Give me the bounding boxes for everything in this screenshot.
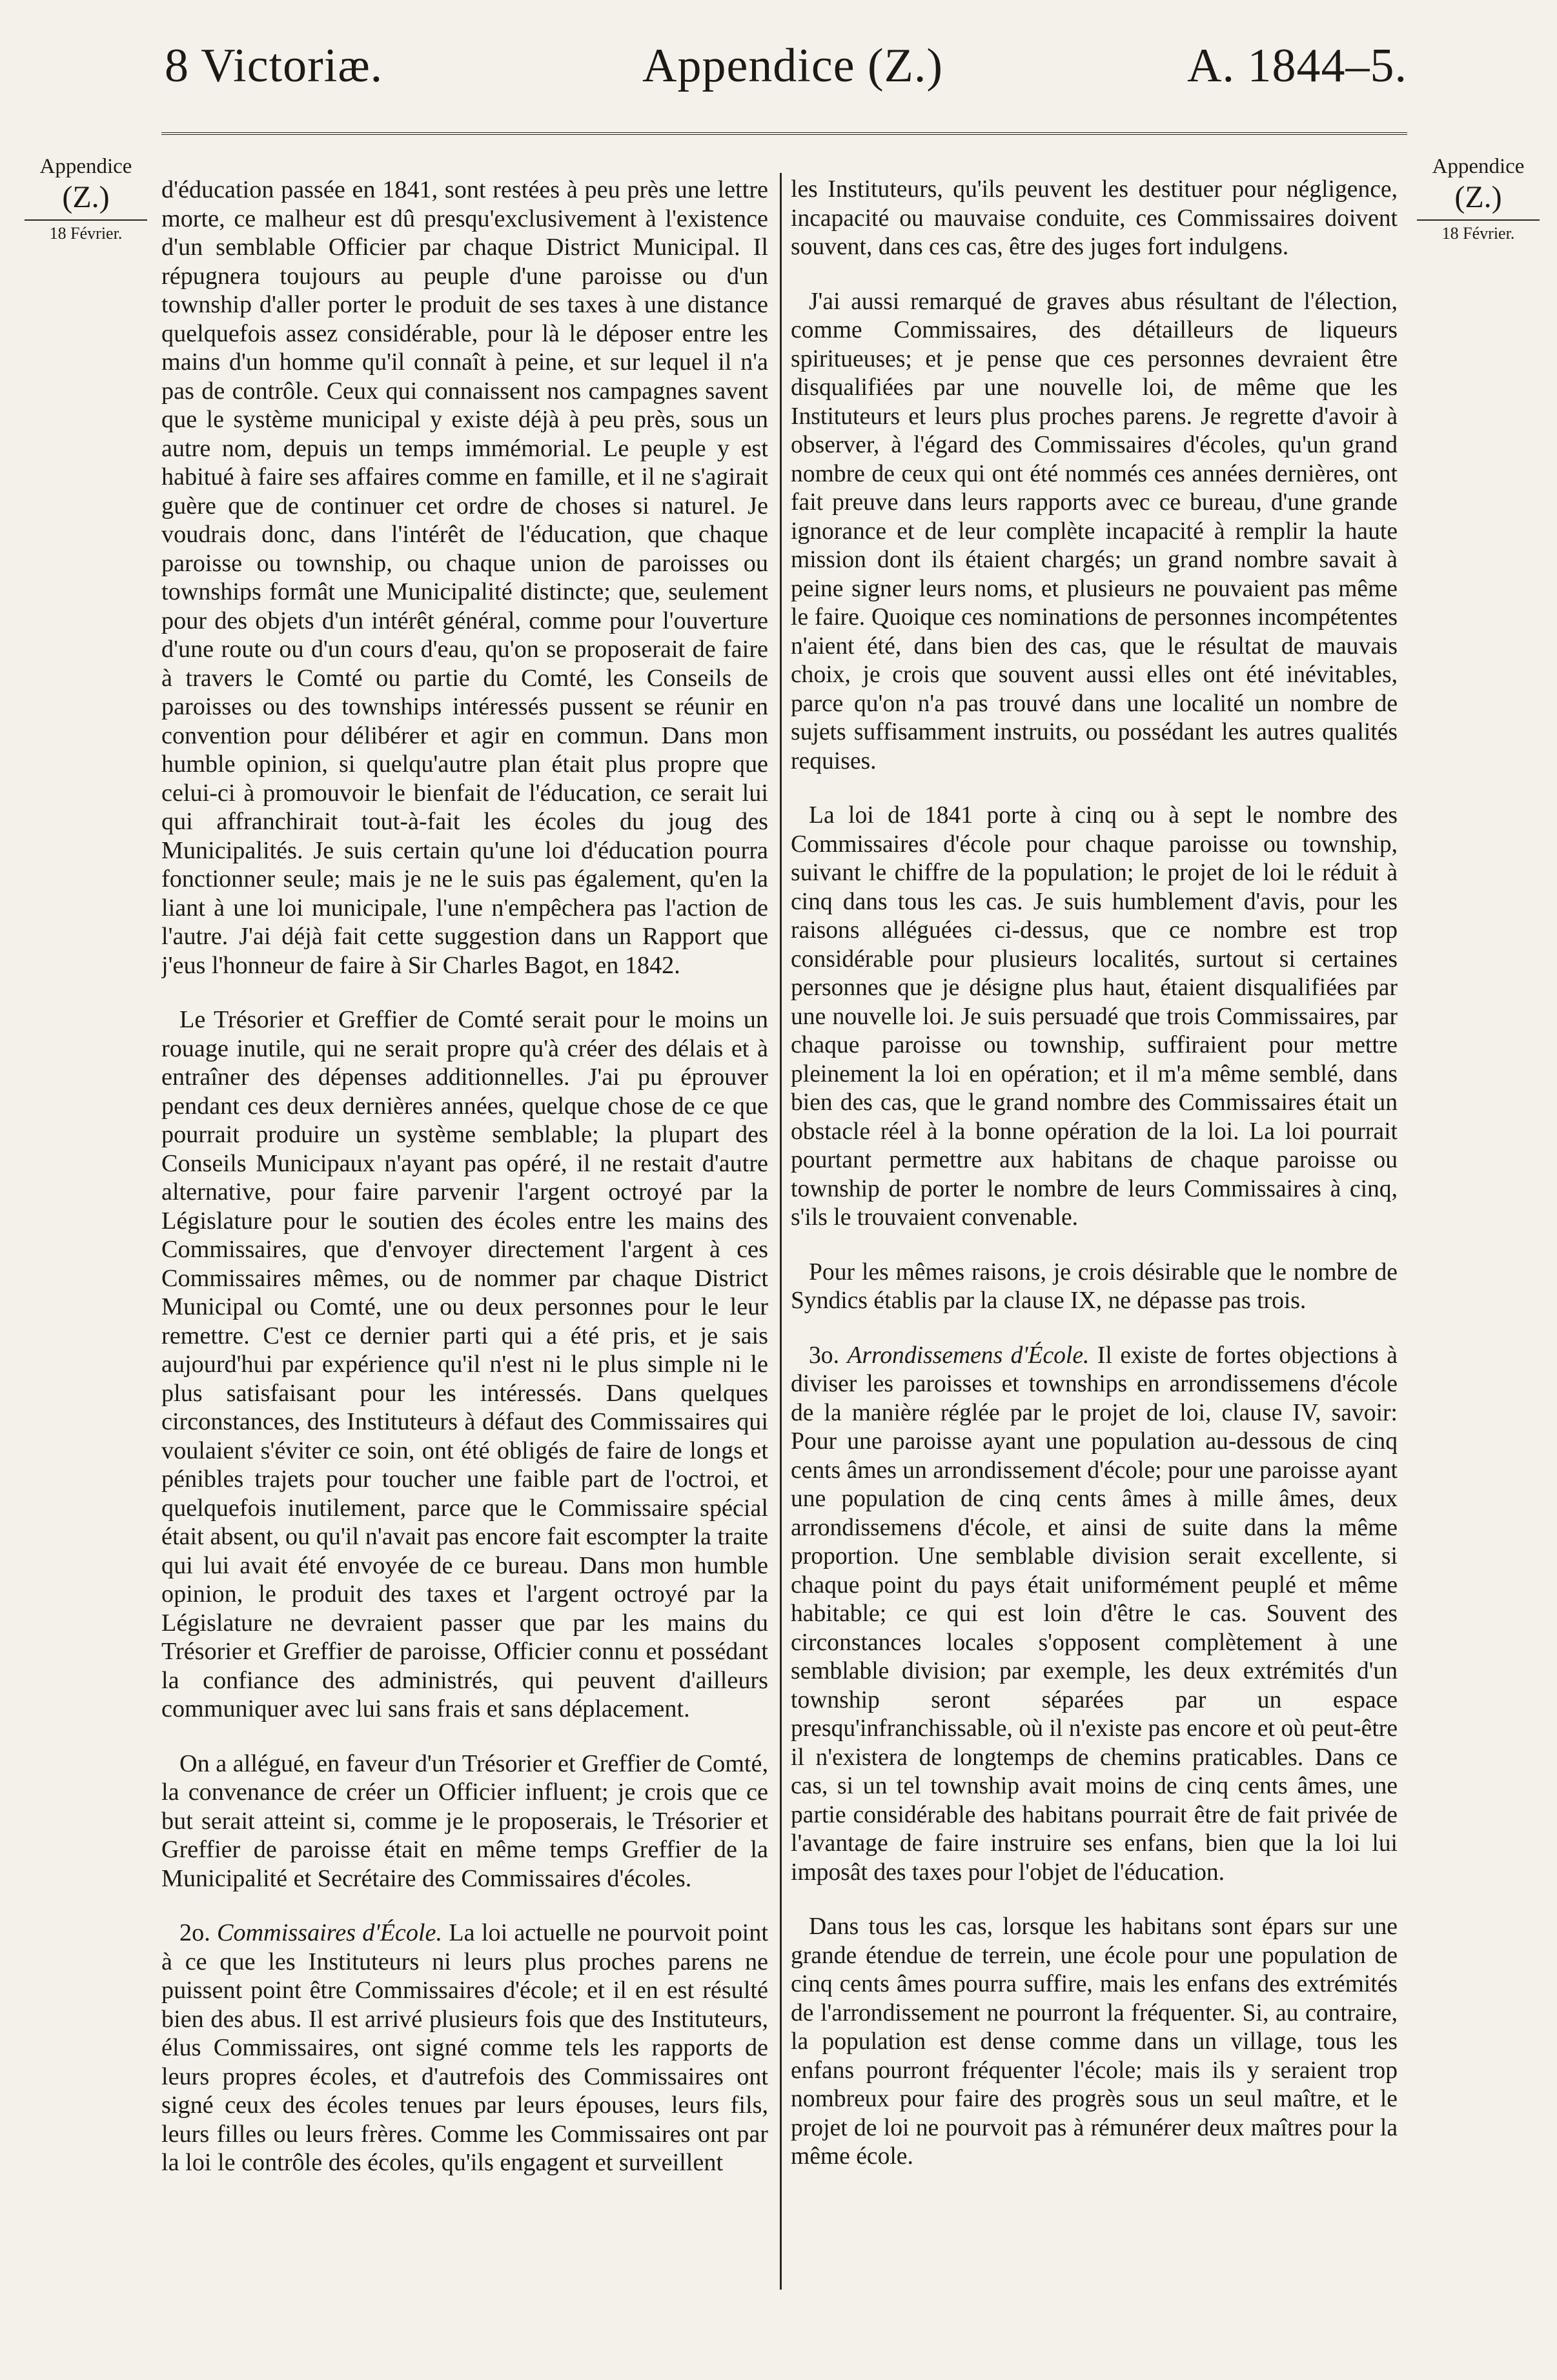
paragraph: d'éducation passée en 1841, sont restées à peu près une lettre morte, ce malheur est dû presqu'exclusivement à l'existence d'un semblable Officier par chaque District Municipal. Il répugnera toujours au peuple d'une paroisse ou d'un township d'aller porter le produit de ses taxes à une distance quelquefois assez considérable, pour là le déposer entre les mains d'un homme qu'il connaît à peine, et sur lequel il n'a pas de contrôle. Ceux qui connaissent nos campagnes savent que le système municipal y existe déjà à peu près, sous un autre nom, depuis un temps immémorial. Le peuple y est habitué à faire ses affaires comme en famille, et il ne s'agirait guère que de continuer cet ordre de choses si naturel. Je voudrais donc, dans l'intérêt de l'éducation, que chaque paroisse ou township, ou chaque union de paroisses ou townships formât une Municipalité distincte; que, seulement pour des objets d'un intérêt général, comme pour l'ouverture d'une route ou d'un cours d'eau, qu'on se proposerait de faire à travers le Comté ou partie du Comté, les Conseils de paroisses ou des townships intéressés pussent se réunir en convention pour délibérer et agir en commun. Dans mon humble opinion, si quelqu'autre plan était plus propre que celui-ci à promouvoir le bienfait de l'éducation, ce serait lui qui affranchirait tout-à-fait les écoles du joug des Municipalités. Je suis certain qu'une loi d'éducation pourra fonctionner seule; mais je ne le suis pas également, qu'en la liant à une loi municipale, l'une n'empêchera pas l'action de l'autre. J'ai déjà fait cette suggestion dans un Rapport que j'eus l'honneur de faire à Sir Charles Bagot, en 1842.: [161, 176, 768, 979]
section-paragraph: [161, 1919, 768, 2177]
paragraph: Le Trésorier et Greffier de Comté serait pour le moins un rouage inutile, qui ne serait propre qu'à créer des délais et à entraîner des dépenses additionnelles. J'ai pu éprouver pendant ces deux dernières années, quelque chose de ce que pourrait produire un système semblable; la plupart des Conseils Municipaux n'ayant pas opéré, il ne restait d'autre alternative, pour faire parvenir l'argent octroyé par la Législature pour le soutien des écoles entre les mains des Commissaires, que d'envoyer directement l'argent à ces Commissaires mêmes, ou de nommer par chaque District Municipal ou Comté, une ou deux personnes pour le leur remettre. C'est ce dernier parti qui a été pris, et je sais aujourd'hui par expérience qu'il n'est ni le plus simple ni le plus satisfaisant pour les intéressés. Dans quelques circonstances, des Instituteurs à défaut des Commissaires qui voulaient s'éviter ce soin, ont été obligés de faire de longs et pénibles trajets pour toucher une faible part de l'octroi, et quelquefois inutilement, parce que le Commissaire spécial était absent, ou qu'il n'avait pas encore fait escompter la traite qui lui avait été envoyée de ce bureau. Dans mon humble opinion, le produit des taxes et l'argent octroyé par la Législature ne devraient passer que par les mains du Trésorier et Greffier de paroisse, Officier connu et possédant la confiance des administrés, qui peuvent d'ailleurs communiquer avec lui sans frais et sans déplacement.: [161, 1006, 768, 1722]
header-appendix: Appendice (Z.): [642, 39, 944, 92]
section-title: Commissaires d'École.: [217, 1919, 443, 1946]
section-title: Arrondissemens d'École.: [847, 1342, 1090, 1369]
left-column: [161, 176, 768, 2292]
margin-note-left: [25, 155, 147, 247]
section-number: 3o.: [809, 1342, 839, 1369]
paragraph: les Instituteurs, qu'ils peuvent les destituer pour négligence, incapacité ou mauvaise conduite, ces Commissaires doivent souvent, dans ces cas, être des juges fort indulgens.: [791, 176, 1398, 260]
running-head: [161, 39, 1407, 110]
paragraph: Pour les mêmes raisons, je crois désirable que le nombre de Syndics établis par la clause IX, ne dépasse pas trois.: [791, 1258, 1398, 1314]
paragraph: Dans tous les cas, lorsque les habitans sont épars sur une grande étendue de terrein, une école pour une population de cinq cents âmes pourra suffire, mais les enfans des extrémités de l'arrondissement ne pourront la fréquenter. Si, au contraire, la population est dense comme dans un village, tous les enfans pourront fréquenter l'école; mais ils y seraient trop nombreux pour faire des progrès sous un seul maître, et le projet de loi ne pourvoit pas à rémunérer deux maîtres pour la même école.: [791, 1913, 1398, 2170]
paragraph: On a allégué, en faveur d'un Trésorier et Greffier de Comté, la convenance de créer un Officier influent; je crois que ce but serait atteint si, comme je le proposerais, le Trésorier et Greffier de paroisse était en même temps Greffier de la Municipalité et Secrétaire des Commissaires d'écoles.: [161, 1750, 768, 1892]
margin-note-label: Appendice: [1432, 155, 1525, 178]
section-text: La loi actuelle ne pourvoit point à ce que les Instituteurs ni leurs plus proches parens ne puissent point être Commissaires d'école; et il en est résulté bien des abus. Il est arrivé plusieurs fois que des Instituteurs, élus Commissaires, ont signé comme tels les rapports de leurs propres écoles, et d'autrefois des Commissaires ont signé ceux des écoles tenues par leurs épouses, leurs fils, leurs filles ou leurs frères. Comme les Commissaires ont par la loi le contrôle des écoles, qu'ils engagent et surveillent: [161, 1919, 768, 2176]
section-text: Il existe de fortes objections à diviser les paroisses et townships en arrondissemens d'école de la manière réglée par le projet de loi, clause IV, savoir: Pour une paroisse ayant une population au-dessous de cinq cents âmes un arrondissement d'école; pour une paroisse ayant une population de cinq cents âmes à mille âmes, deux arrondissemens d'école, et ainsi de suite dans la même proportion. Une semblable division serait excellente, si chaque point du pays était uniformément peuplé et même habitable; ce qui est loin d'être le cas. Souvent des circonstances locales s'opposent complètement à une semblable division; par exemple, les deux extrémités d'un township seront séparées par un espace presqu'infranchissable, où il n'existe pas encore et où peut-être il n'existera de longtemps de chemins praticables. Dans ce cas, si un tel township avait moins de cinq cents âmes, une partie considérable des habitans pourrait être de fait privée de l'avantage de faire instruire ses enfans, bien que la loi lui imposât des taxes pour l'objet de l'éducation.: [791, 1342, 1398, 1886]
header-year: A. 1844–5.: [1187, 39, 1407, 92]
header-rule: [161, 132, 1407, 135]
header-session: 8 Victoriæ.: [165, 39, 383, 92]
column-rule: [780, 173, 782, 2290]
margin-note-letter: (Z.): [62, 180, 110, 214]
margin-note-date: 18 Février.: [1441, 224, 1515, 243]
paragraph: La loi de 1841 porte à cinq ou à sept le nombre des Commissaires d'école pour chaque paroisse ou township, suivant le chiffre de la population; le projet de loi le réduit à cinq dans tous les cas. Je suis humblement d'avis, pour les raisons alléguées ci-dessus, que ce nombre est trop considérable pour plusieurs localités, surtout si certaines personnes que je désigne plus haut, étaient disqualifiées par une nouvelle loi. Je suis persuadé que trois Commissaires, par chaque paroisse ou township, suffiraient pour mettre pleinement la loi en opération; et il m'a même semblé, dans bien des cas, que le grand nombre des Commissaires était un obstacle réel à la bonne opération de la loi. La loi pourrait pourtant permettre aux habitans de chaque paroisse ou township de porter le nombre de leurs Commissaires à cinq, s'ils le trouvaient convenable.: [791, 802, 1398, 1231]
right-column: [791, 176, 1398, 2292]
paragraph: J'ai aussi remarqué de graves abus résultant de l'élection, comme Commissaires, des détailleurs de liqueurs spiritueuses; et je pense que ces personnes devraient être disqualifiées par une nouvelle loi, de même que les Instituteurs et leurs plus proches parens. Je regrette d'avoir à observer, à l'égard des Commissaires d'écoles, qu'un grand nombre de ceux qui ont été nommés ces années dernières, ont fait preuve dans leurs rapports avec ce bureau, d'une grande ignorance et de leur complète incapacité à remplir la haute mission dont ils étaient chargés; un grand nombre savait à peine signer leurs noms, et plusieurs ne pouvaient pas même le faire. Quoique ces nominations de personnes incompétentes n'aient été, dans bien des cas, que le résultat de mauvais choix, je crois que souvent aussi elles ont été inévitables, parce qu'on n'a pas trouvé dans une localité un nombre de sujets suffisamment instruits, ou possédant les autres qualités requises.: [791, 288, 1398, 774]
section-paragraph: [791, 1342, 1398, 1888]
margin-note-letter: (Z.): [1454, 180, 1502, 214]
section-number: 2o.: [179, 1919, 210, 1946]
margin-note-right: [1417, 155, 1540, 247]
margin-note-label: Appendice: [39, 155, 132, 178]
margin-note-date: 18 Février.: [49, 224, 123, 243]
